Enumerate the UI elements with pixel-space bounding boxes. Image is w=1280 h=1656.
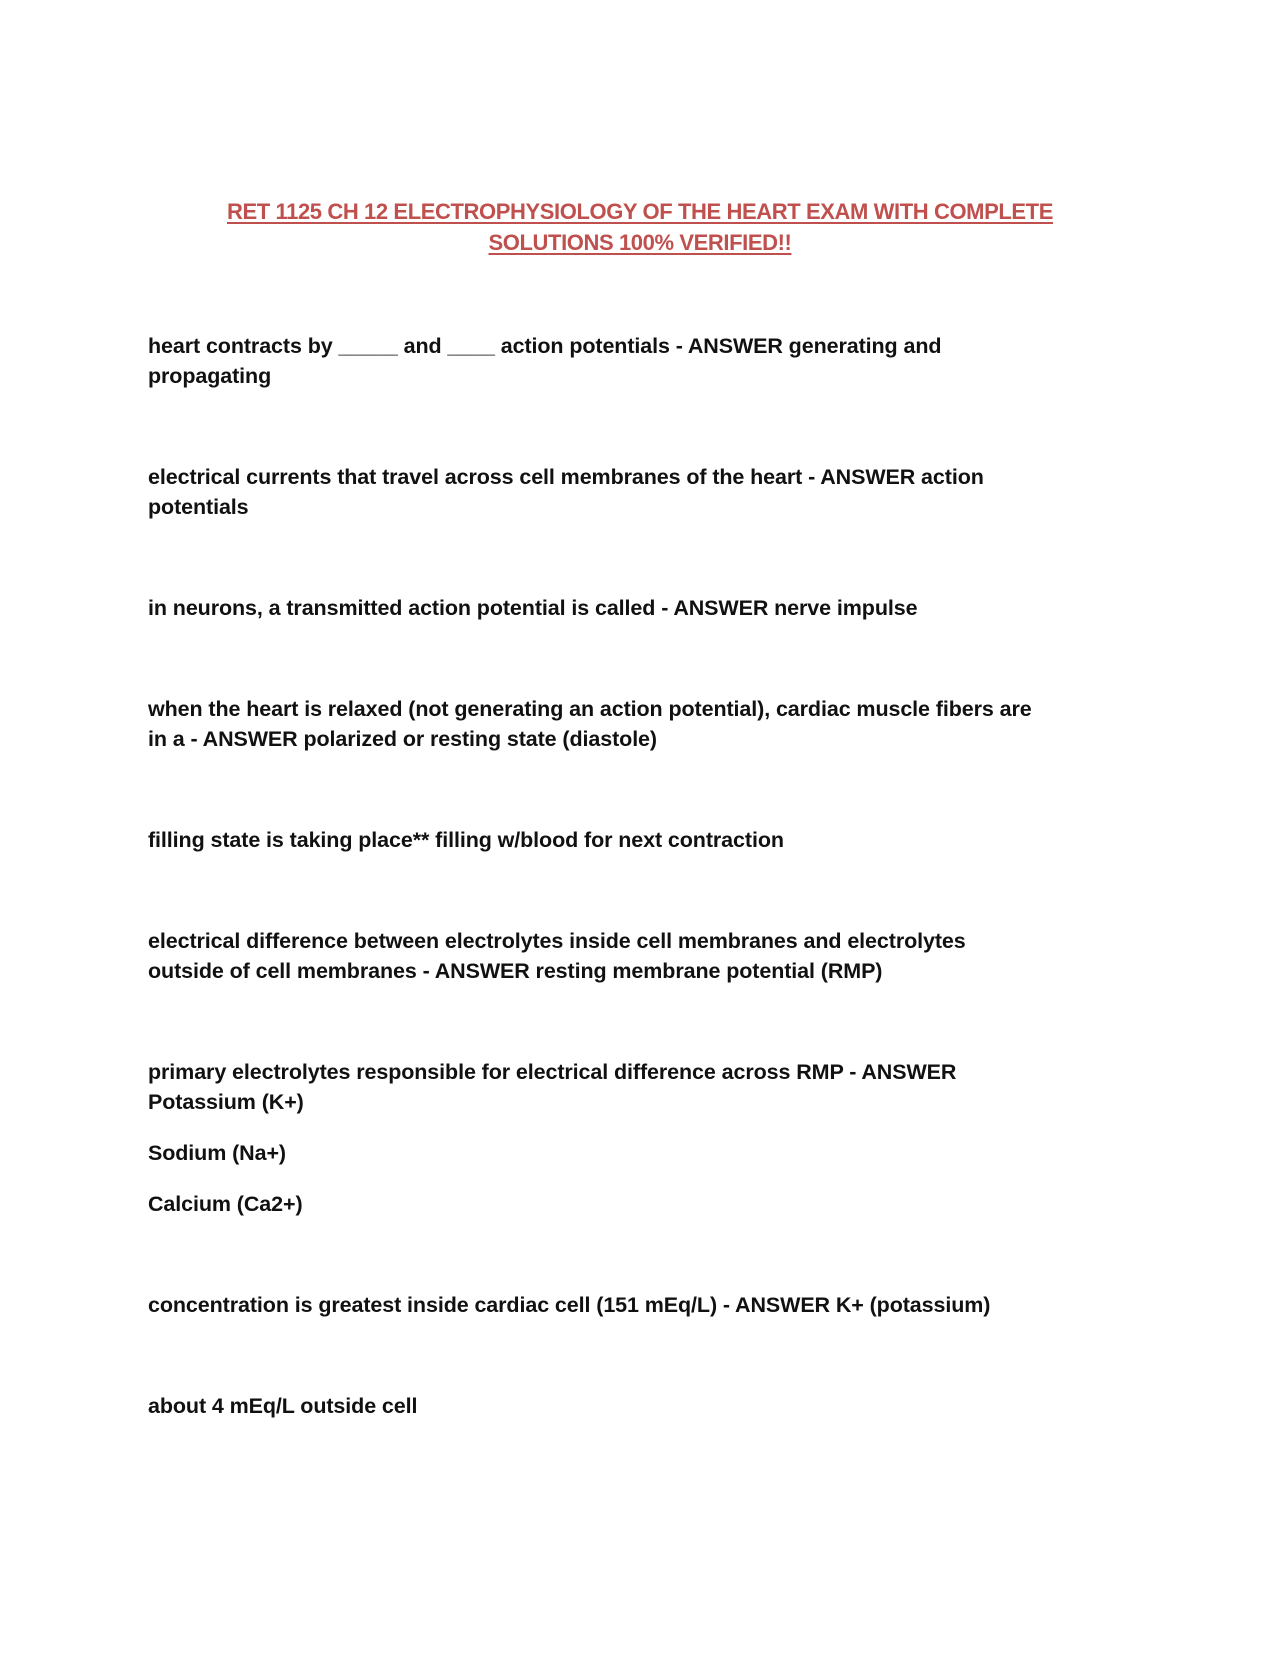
- title-line-2: SOLUTIONS 100% VERIFIED!!: [488, 230, 792, 255]
- paragraph-line: primary electrolytes responsible for electrical difference across RMP - ANSWER: [148, 1060, 957, 1084]
- qa-paragraph-7: [148, 1057, 1138, 1117]
- paragraph-line: outside of cell membranes - ANSWER resting membrane potential (RMP): [148, 959, 883, 983]
- qa-paragraph-3: [148, 593, 1138, 623]
- paragraph-line: electrical currents that travel across cell membranes of the heart - ANSWER action: [148, 465, 984, 489]
- paragraph-line: Calcium (Ca2+): [148, 1192, 303, 1216]
- paragraph-line: heart contracts by _____ and ____ action potentials - ANSWER generating and: [148, 334, 942, 358]
- title-line-1: RET 1125 CH 12 ELECTROPHYSIOLOGY OF THE HEART EXAM WITH COMPLETE: [227, 199, 1053, 224]
- paragraph-line: concentration is greatest inside cardiac cell (151 mEq/L) - ANSWER K+ (potassium): [148, 1293, 991, 1317]
- paragraph-line: when the heart is relaxed (not generating an action potential), cardiac muscle fibers are: [148, 697, 1032, 721]
- paragraph-line: in neurons, a transmitted action potential is called - ANSWER nerve impulse: [148, 596, 918, 620]
- qa-paragraph-5: [148, 825, 1138, 855]
- paragraph-line: Sodium (Na+): [148, 1141, 286, 1165]
- qa-paragraph-2: [148, 462, 1138, 522]
- paragraph-line: in a - ANSWER polarized or resting state (diastole): [148, 727, 657, 751]
- paragraph-line: propagating: [148, 364, 272, 388]
- qa-paragraph-11: [148, 1391, 1138, 1421]
- paragraph-line: electrical difference between electrolytes inside cell membranes and electrolytes: [148, 929, 966, 953]
- qa-paragraph-8: [148, 1138, 1138, 1168]
- qa-paragraph-9: [148, 1189, 1138, 1219]
- paragraph-line: about 4 mEq/L outside cell: [148, 1394, 418, 1418]
- document-title: [150, 196, 1130, 258]
- qa-paragraph-4: [148, 694, 1138, 754]
- qa-paragraph-10: [148, 1290, 1138, 1320]
- qa-paragraph-1: [148, 331, 1138, 391]
- paragraph-line: Potassium (K+): [148, 1090, 304, 1114]
- paragraph-line: filling state is taking place** filling w/blood for next contraction: [148, 828, 784, 852]
- qa-paragraph-6: [148, 926, 1138, 986]
- paragraph-line: potentials: [148, 495, 249, 519]
